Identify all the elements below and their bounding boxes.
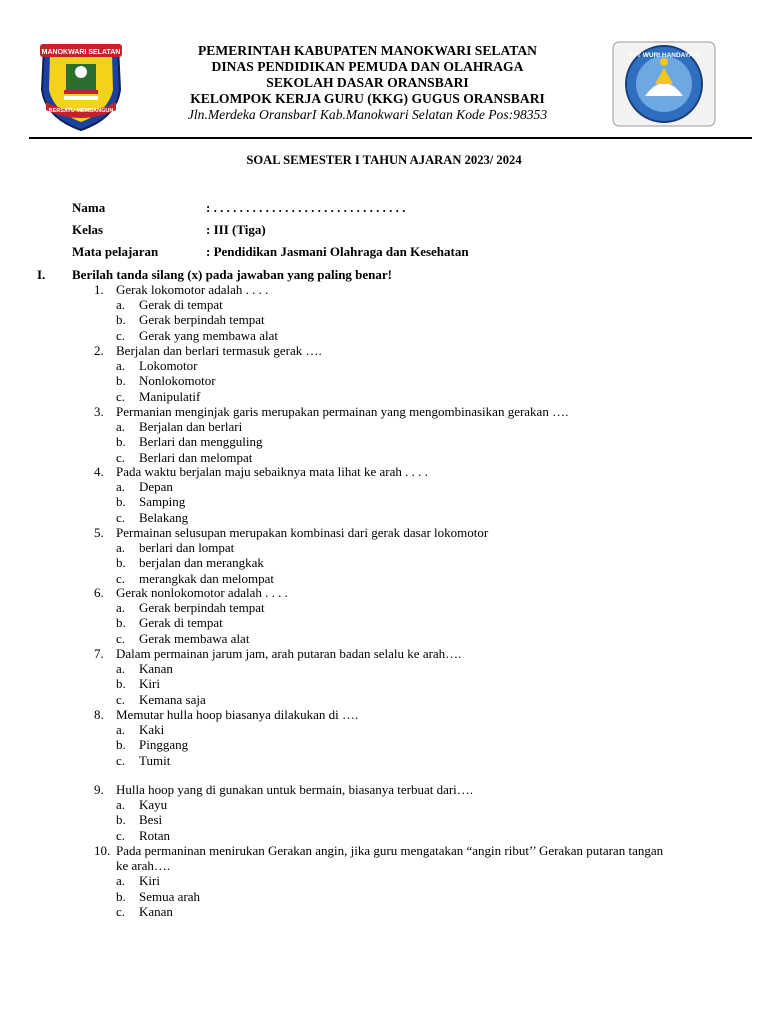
option-letter: a. xyxy=(116,600,126,616)
question-text: Hulla hoop yang di gunakan untuk bermain, biasanya terbuat dari…. xyxy=(116,782,474,797)
option-letter: c. xyxy=(116,752,126,768)
question-number: 4. xyxy=(94,464,104,479)
option-text: Kanan xyxy=(139,903,173,919)
option-text: Kiri xyxy=(139,676,160,692)
option-letter: c. xyxy=(116,570,126,586)
option-letter: b. xyxy=(116,312,126,328)
question-number: 7. xyxy=(94,646,104,661)
question-number: 3. xyxy=(94,404,104,419)
option-letter: a. xyxy=(116,540,126,556)
svg-text:BERSATU MEMBANGUN: BERSATU MEMBANGUN xyxy=(48,108,114,114)
header-line-3: SEKOLAH DASAR ORANSBARI xyxy=(266,75,469,90)
option-letter: c. xyxy=(116,630,126,646)
option-text: Gerak berpindah tempat xyxy=(139,312,265,328)
option-letter: b. xyxy=(116,676,126,692)
info-value-class: : III (Tiga) xyxy=(206,222,266,237)
option-letter: b. xyxy=(116,555,126,571)
option-text: Gerak membawa alat xyxy=(139,630,250,646)
question-text: Memutar hulla hoop biasanya dilakukan di …. xyxy=(116,707,359,722)
header-line-4: KELOMPOK KERJA GURU (KKG) GUGUS ORANSBARI xyxy=(190,91,545,106)
info-value-subject: : Pendidikan Jasmani Olahraga dan Kesehatan xyxy=(206,244,469,259)
question-number: 9. xyxy=(94,782,104,797)
question-number: 1. xyxy=(94,282,104,297)
option-text: Berlari dan melompat xyxy=(139,449,253,465)
section-instruction: Berilah tanda silang (x) pada jawaban yang paling benar! xyxy=(72,267,393,282)
option-text: Samping xyxy=(139,494,186,510)
option-letter: b. xyxy=(116,737,126,753)
option-letter: c. xyxy=(116,509,126,525)
option-text: Lokomotor xyxy=(139,358,198,374)
option-letter: c. xyxy=(116,827,126,843)
question-text: Berjalan dan berlari termasuk gerak …. xyxy=(116,343,322,358)
question-number: 8. xyxy=(94,707,104,722)
question-text: Dalam permainan jarum jam, arah putaran badan selalu ke arah…. xyxy=(116,646,462,661)
option-text: Kanan xyxy=(139,661,173,677)
question-number: 2. xyxy=(94,343,104,358)
option-letter: b. xyxy=(116,615,126,631)
option-letter: c. xyxy=(116,903,126,919)
option-letter: a. xyxy=(116,297,126,313)
question-text: Gerak nonlokomotor adalah . . . . xyxy=(116,585,288,600)
option-text: Pinggang xyxy=(139,737,189,753)
option-letter: b. xyxy=(116,494,126,510)
option-text: Gerak di tempat xyxy=(139,615,223,631)
option-letter: c. xyxy=(116,388,126,404)
svg-text:MANOKWARI SELATAN: MANOKWARI SELATAN xyxy=(41,49,121,56)
option-text: Rotan xyxy=(139,827,171,843)
option-letter: a. xyxy=(116,419,126,435)
option-text: Gerak di tempat xyxy=(139,297,223,313)
question-number: 6. xyxy=(94,585,104,600)
tut-wuri-handayani-logo xyxy=(611,40,717,128)
header-address: Jln.Merdeka OransbarI Kab.Manokwari Selatan Kode Pos:98353 xyxy=(187,107,548,122)
option-text: berlari dan lompat xyxy=(139,540,235,556)
header-line-1: PEMERINTAH KABUPATEN MANOKWARI SELATAN xyxy=(198,43,537,58)
option-letter: a. xyxy=(116,479,126,495)
info-label-subject: Mata pelajaran xyxy=(72,244,159,259)
option-text: berjalan dan merangkak xyxy=(139,555,264,571)
option-text: Semua arah xyxy=(139,888,201,904)
option-letter: c. xyxy=(116,327,126,343)
question-text: Gerak lokomotor adalah . . . . xyxy=(116,282,269,297)
option-text: merangkak dan melompat xyxy=(139,570,275,586)
question-number: 10. xyxy=(94,843,111,858)
option-text: Manipulatif xyxy=(139,388,201,404)
manokwari-selatan-logo xyxy=(36,40,126,132)
exam-title: SOAL SEMESTER I TAHUN AJARAN 2023/ 2024 xyxy=(246,153,522,167)
question-text: Permainan selusupan merupakan kombinasi dari gerak dasar lokomotor xyxy=(116,525,489,540)
header-line-2: DINAS PENDIDIKAN PEMUDA DAN OLAHRAGA xyxy=(211,59,524,74)
option-letter: b. xyxy=(116,812,126,828)
option-text: Nonlokomotor xyxy=(139,373,216,389)
option-letter: a. xyxy=(116,358,126,374)
option-text: Tumit xyxy=(139,752,171,768)
option-text: Belakang xyxy=(139,509,189,525)
question-number: 5. xyxy=(94,525,104,540)
option-text: Kayu xyxy=(139,797,168,813)
option-text: Besi xyxy=(139,812,163,828)
option-letter: b. xyxy=(116,434,126,450)
option-letter: b. xyxy=(116,373,126,389)
option-text: Kiri xyxy=(139,873,160,889)
option-text: Berlari dan mengguling xyxy=(139,434,263,450)
option-letter: b. xyxy=(116,888,126,904)
info-label-class: Kelas xyxy=(72,222,104,237)
option-letter: c. xyxy=(116,449,126,465)
option-text: Gerak yang membawa alat xyxy=(139,327,278,343)
section-number: I. xyxy=(37,267,46,282)
option-text: Gerak berpindah tempat xyxy=(139,600,265,616)
svg-text:TUT WURI HANDAYANI: TUT WURI HANDAYANI xyxy=(628,52,700,59)
option-text: Kaki xyxy=(139,722,165,738)
question-text: Permanian menginjak garis merupakan permainan yang mengombinasikan gerakan …. xyxy=(116,404,569,419)
option-letter: a. xyxy=(116,873,126,889)
option-letter: c. xyxy=(116,691,126,707)
option-letter: a. xyxy=(116,797,126,813)
info-value-name: : . . . . . . . . . . . . . . . . . . . . . . . . . . . . . . xyxy=(206,200,406,215)
option-letter: a. xyxy=(116,722,126,738)
question-text: Pada permaninan menirukan Gerakan angin, jika guru mengatakan “angin ribut’’ Gerakan putaran tangan ke arah…. xyxy=(116,843,664,874)
option-text: Berjalan dan berlari xyxy=(139,419,243,435)
info-label-name: Nama xyxy=(72,200,106,215)
option-letter: a. xyxy=(116,661,126,677)
question-text: Pada waktu berjalan maju sebaiknya mata lihat ke arah . . . . xyxy=(116,464,428,479)
option-text: Depan xyxy=(139,479,173,495)
option-text: Kemana saja xyxy=(139,691,206,707)
header-divider xyxy=(29,137,752,139)
